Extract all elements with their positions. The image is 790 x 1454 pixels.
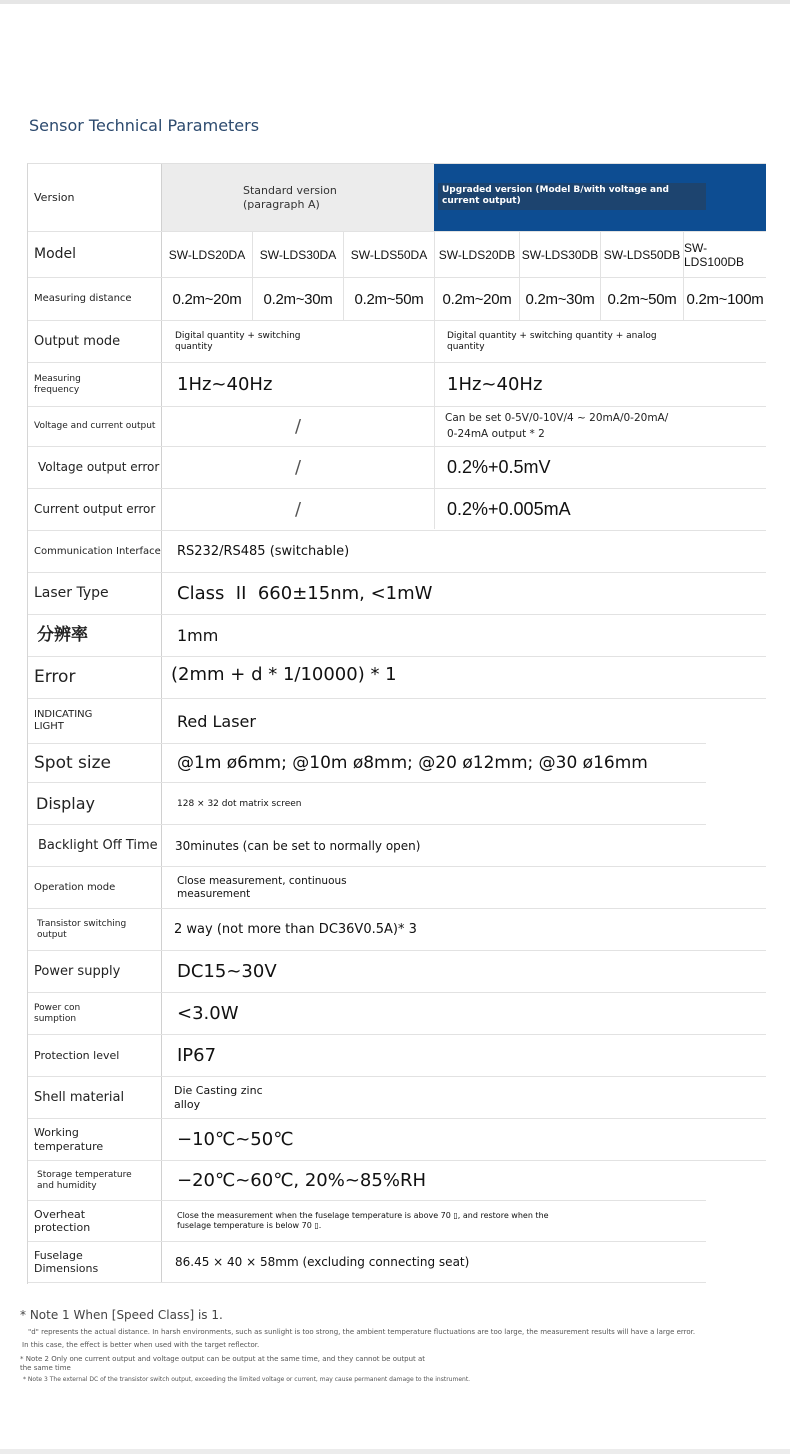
power-supply-value: DC15~30V [177,961,277,982]
distance-cell: 0.2m~30m [519,278,600,320]
model-cell: SW-LDS50DA [343,232,434,277]
note-3: * Note 3 The external DC of the transistor switch output, exceeding the limited voltage or current, may cause permanent damage to the instrument. [23,1375,471,1383]
transistor-label [28,909,162,950]
communication-value: RS232/RS485 (switchable) [177,544,350,559]
spot-size-label: Spot size [28,744,162,782]
distance-cell: 0.2m~100m [683,278,766,320]
power-supply-label: Power supply [28,951,162,992]
voltage-current-b-line1: Can be set 0-5V/0-10V/4 ~ 20mA/0-20mA/ [445,412,669,424]
model-cell: SW-LDS20DA [168,247,246,262]
shell-material-label: Shell material [28,1077,162,1118]
shell-material-value: Die Casting zinc alloy [174,1084,263,1111]
distance-cell: 0.2m~50m [600,278,683,320]
bottom-border [0,1449,790,1454]
distance-cell: 0.2m~50m [343,278,434,320]
storage-label-text: Storage temperature and humidity [37,1169,132,1191]
dimensions-value: 86.45 × 40 × 58mm (excluding connecting seat) [175,1255,470,1269]
storage-value: −20℃~60℃, 20%~85%RH [177,1170,426,1191]
distance-cell: 0.2m~30m [252,278,343,320]
note-1: * Note 1 When [Speed Class] is 1. [20,1308,223,1322]
transistor-label-text: Transistor switching output [37,918,127,940]
voltage-current-b-line2: 0-24mA output * 2 [447,428,545,441]
resolution-label: 分辨率 [28,615,162,656]
frequency-label [28,363,162,406]
protection-label: Protection level [28,1035,162,1076]
power-consumption-label-text: Power con sumption [34,1002,81,1024]
indicating-light-label-text: INDICATING LIGHT [34,709,93,732]
working-temperature-value: −10℃~50℃ [177,1129,294,1150]
indicating-light-value: Red Laser [177,711,256,731]
footnotes [20,1308,780,1384]
dimensions-label [28,1242,162,1282]
error-label: Error [28,657,162,698]
model-cell: SW-LDS20DB [434,232,519,277]
dimensions-label-text: Fuselage Dimensions [34,1248,99,1275]
overheat-label-text: Overheat protection [34,1207,91,1234]
indicating-light-label [28,699,162,743]
row-divider [28,1282,706,1283]
spec-table [27,163,766,1284]
laser-type-label: Laser Type [28,573,162,614]
operation-mode-value: Close measurement, continuous measurement [177,874,347,900]
top-border [0,0,790,4]
model-cell: SW-LDS30DB [519,232,600,277]
display-value: 128 × 32 dot matrix screen [177,798,302,809]
distance-cell: 0.2m~20m [434,278,519,320]
column-divider [434,321,435,529]
operation-mode-label: Operation mode [28,867,162,908]
display-label: Display [28,783,162,824]
frequency-a: 1Hz~40Hz [177,374,273,395]
protection-value: IP67 [177,1045,217,1066]
model-cell: SW-LDS50DB [600,232,683,277]
power-consumption-label [28,993,162,1034]
resolution-value: 1mm [177,626,219,645]
voltage-error-b: 0.2%+0.5mV [447,457,551,477]
output-mode-a: Digital quantity + switching quantity [175,331,301,352]
output-mode-b: Digital quantity + switching quantity + analog quantity [447,331,657,352]
voltage-current-b [445,410,763,443]
transistor-value: 2 way (not more than DC36V0.5A)* 3 [174,922,417,937]
note-2: * Note 2 Only one current output and voltage output can be output at the same time, and they cannot be output at the same time [20,1354,426,1373]
overheat-label [28,1201,162,1241]
backlight-value: 30minutes (can be set to normally open) [175,838,421,853]
voltage-current-a: / [294,416,302,437]
voltage-error-a: / [294,457,302,478]
frequency-b: 1Hz~40Hz [447,374,543,395]
voltage-current-label: Voltage and current output [28,407,162,446]
backlight-label: Backlight Off Time [28,825,162,866]
current-error-label: Current output error [28,489,162,530]
page-title: Sensor Technical Parameters [29,116,260,135]
standard-version-header [162,164,434,231]
communication-label: Communication Interface [28,531,162,572]
standard-version-text: Standard version (paragraph A) [243,184,337,211]
spot-size-value: @1m ø6mm; @10m ø8mm; @20 ø12mm; @30 ø16mm [177,753,648,773]
frequency-label-text: Measuring frequency [34,373,81,395]
power-consumption-value: <3.0W [177,1003,239,1024]
version-label: Version [28,164,162,231]
voltage-error-label: Voltage output error [28,447,162,488]
current-error-b: 0.2%+0.005mA [447,499,571,519]
model-cell: SW-LDS30DA [252,232,343,277]
model-cell: SW-LDS100DB [683,232,766,277]
laser-type-value: Class II 660±15nm, <1mW [177,583,433,604]
upgraded-version-header [434,164,766,231]
distance-label: Measuring distance [28,278,162,320]
error-value: (2mm + d * 1/10000) * 1 [171,664,397,685]
current-error-a: / [294,499,302,520]
upgraded-version-text: Upgraded version (Model B/with voltage and current output) [438,183,706,210]
storage-label [28,1161,162,1200]
working-temperature-label [28,1119,162,1160]
model-label: Model [28,232,162,277]
working-temperature-label-text: Working temperature [34,1126,104,1153]
overheat-value: Close the measurement when the fuselage temperature is above 70 ▯, and restore when the fuselage temperature is below 70 ▯. [177,1211,549,1230]
note-1-detail: "d" represents the actual distance. In harsh environments, such as sunlight is too strong, the ambient temperature fluctuations are too large, the measurement results will have a large error. [28,1328,696,1336]
output-mode-label: Output mode [28,321,162,362]
note-1-detail-2: In this case, the effect is better when used with the target reflector. [22,1341,260,1350]
distance-cell: 0.2m~20m [172,290,242,308]
